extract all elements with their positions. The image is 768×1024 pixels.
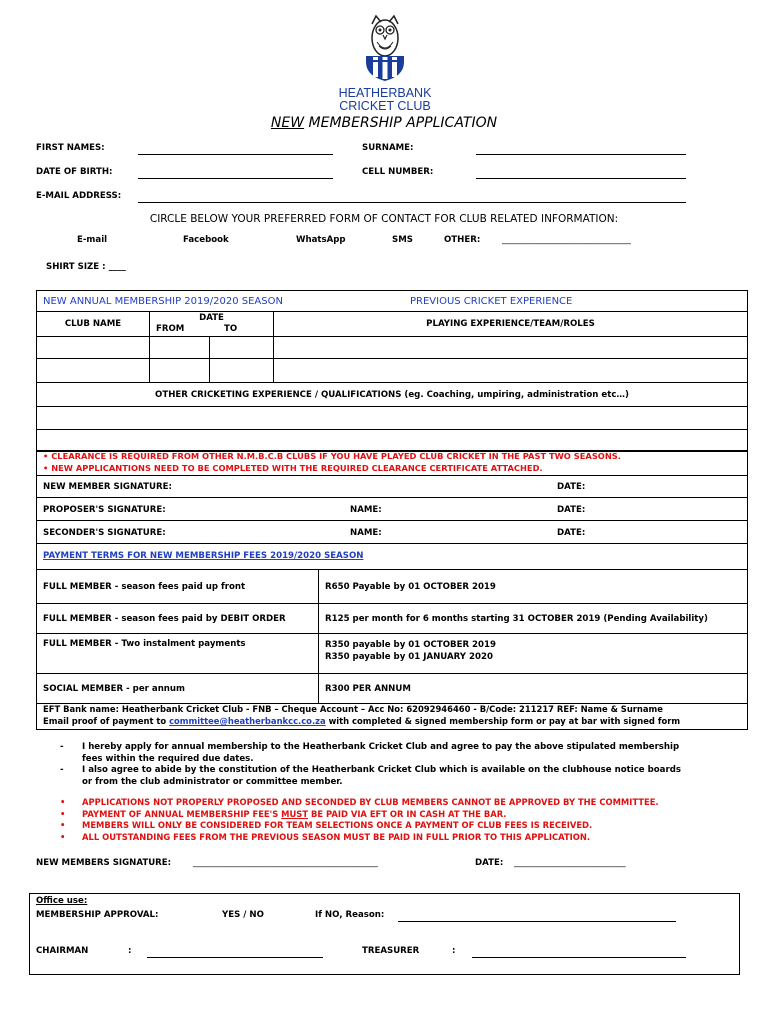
membership-approval-label: MEMBERSHIP APPROVAL: bbox=[36, 910, 159, 920]
rule-text: ALL OUTSTANDING FEES FROM THE PREVIOUS SEASON MUST BE PAID IN FULL PRIOR TO THIS APPLICATION. bbox=[82, 831, 591, 842]
final-date-field[interactable]: __________________________ bbox=[514, 858, 626, 868]
contact-option-sms[interactable]: SMS bbox=[392, 235, 413, 245]
surname-label: SURNAME: bbox=[362, 143, 414, 153]
office-use-box bbox=[29, 893, 740, 975]
rule-item: • PAYMENT OF ANNUAL MEMBERSHIP FEE'S MUST BE PAID VIA EFT OR IN CASH AT THE BAR. bbox=[60, 808, 507, 819]
treasurer-field[interactable] bbox=[472, 957, 686, 958]
club-cell[interactable] bbox=[37, 359, 150, 383]
date-header bbox=[150, 312, 274, 337]
declaration-2 bbox=[60, 765, 681, 788]
declaration-1-line-1: I hereby apply for annual membership to the Heatherbank Cricket Club and agree to pay the above stipulated membership bbox=[82, 742, 680, 752]
page-title bbox=[0, 115, 768, 131]
rule-item: • APPLICATIONS NOT PROPERLY PROPOSED AND SECONDED BY CLUB MEMBERS CANNOT BE APPROVED BY THE COMMITTEE. bbox=[60, 797, 659, 807]
eft-email-pre: Email proof of payment to bbox=[43, 716, 170, 726]
chairman-field[interactable] bbox=[147, 957, 323, 958]
treasurer-colon: : bbox=[452, 946, 456, 956]
club-cell[interactable] bbox=[37, 337, 150, 359]
instalment-1: R350 payable by 01 OCTOBER 2019 bbox=[325, 640, 496, 650]
payment-option-value: R300 PER ANNUM bbox=[319, 674, 748, 704]
notice-new-applications: • NEW APPLICANTIONS NEED TO BE COMPLETED WITH THE REQUIRED CLEARANCE CERTIFICATE ATTACHED. bbox=[43, 463, 543, 473]
playing-cell[interactable] bbox=[274, 337, 748, 359]
to-cell[interactable] bbox=[210, 359, 274, 383]
experience-row[interactable] bbox=[37, 337, 748, 359]
payment-option-label: SOCIAL MEMBER - per annum bbox=[37, 674, 319, 704]
logo-line-2: CRICKET CLUB bbox=[339, 99, 431, 113]
payment-option-value bbox=[319, 634, 748, 674]
payment-heading: PAYMENT TERMS FOR NEW MEMBERSHIP FEES 2019/2020 SEASON bbox=[43, 551, 364, 561]
playing-header: PLAYING EXPERIENCE/TEAM/ROLES bbox=[274, 312, 748, 337]
contact-heading: CIRCLE BELOW YOUR PREFERRED FORM OF CONTACT FOR CLUB RELATED INFORMATION: bbox=[149, 213, 619, 225]
payment-table bbox=[36, 569, 748, 704]
contact-other-field[interactable]: ______________________________ bbox=[502, 235, 631, 245]
prev-experience-heading: PREVIOUS CRICKET EXPERIENCE bbox=[410, 296, 573, 307]
payment-option-label: FULL MEMBER - Two instalment payments bbox=[37, 634, 319, 674]
club-logo bbox=[330, 10, 440, 112]
first-names-field[interactable] bbox=[138, 154, 333, 155]
eft-email-post: with completed & signed membership form or pay at bar with signed form bbox=[325, 716, 681, 726]
declaration-1 bbox=[60, 742, 679, 765]
reason-field[interactable] bbox=[398, 921, 676, 922]
final-signature-label: NEW MEMBERS SIGNATURE: bbox=[36, 858, 172, 868]
contact-other-label: OTHER: bbox=[444, 235, 481, 245]
contact-option-facebook[interactable]: Facebook bbox=[183, 235, 229, 245]
rule-text: APPLICATIONS NOT PROPERLY PROPOSED AND SECONDED BY CLUB MEMBERS CANNOT BE APPROVED BY THE COMMITTEE. bbox=[82, 797, 659, 807]
reason-label: If NO, Reason: bbox=[315, 910, 385, 920]
eft-details: EFT Bank name: Heatherbank Cricket Club - FNB – Cheque Account – Acc No: 62092946460 - B/Code: 211217 REF: Name & Surname bbox=[43, 704, 663, 714]
to-header: TO bbox=[224, 324, 238, 334]
chairman-colon: : bbox=[128, 946, 132, 956]
seconder-signature-label[interactable]: SECONDER'S SIGNATURE: bbox=[43, 528, 166, 538]
from-cell[interactable] bbox=[150, 359, 210, 383]
final-date-label: DATE: bbox=[475, 858, 504, 868]
rule-text-post: BE PAID VIA EFT OR IN CASH AT THE BAR. bbox=[308, 808, 507, 819]
rule-text-pre: PAYMENT OF ANNUAL MEMBERSHIP FEE'S bbox=[82, 808, 282, 819]
rule-item: • MEMBERS WILL ONLY BE CONSIDERED FOR TEAM SELECTIONS ONCE A PAYMENT OF CLUB FEES IS RECEIVED. bbox=[60, 820, 593, 830]
committee-email-link[interactable]: committee@heatherbankcc.co.za bbox=[169, 716, 326, 726]
logo-line-1: HEATHERBANK bbox=[338, 86, 432, 100]
to-cell[interactable] bbox=[210, 337, 274, 359]
payment-option-label: FULL MEMBER - season fees paid up front bbox=[37, 570, 319, 604]
experience-row[interactable] bbox=[37, 359, 748, 383]
payment-option-value: R650 Payable by 01 OCTOBER 2019 bbox=[319, 570, 748, 604]
contact-option-whatsapp[interactable]: WhatsApp bbox=[296, 235, 346, 245]
divider bbox=[36, 475, 748, 476]
playing-cell[interactable] bbox=[274, 359, 748, 383]
notice-clearance: • CLEARANCE IS REQUIRED FROM OTHER N.M.B.C.B CLUBS IF YOU HAVE PLAYED CLUB CRICKET IN THE PAST TWO SEASONS. bbox=[43, 451, 621, 461]
other-experience-row[interactable] bbox=[37, 430, 748, 452]
shirt-size[interactable]: SHIRT SIZE : ____ bbox=[46, 262, 126, 272]
experience-table bbox=[36, 311, 748, 452]
dob-label: DATE OF BIRTH: bbox=[36, 167, 113, 177]
instalment-2: R350 payable by 01 JANUARY 2020 bbox=[325, 652, 493, 662]
final-signature-field[interactable]: ___________________________________________ bbox=[193, 858, 378, 868]
proposer-signature-label[interactable]: PROPOSER'S SIGNATURE: bbox=[43, 505, 166, 515]
email-label: E-MAIL ADDRESS: bbox=[36, 191, 122, 201]
yes-no-option[interactable]: YES / NO bbox=[222, 910, 264, 920]
email-field[interactable] bbox=[138, 202, 686, 203]
declaration-2-line-2: or from the club administrator or committee member. bbox=[82, 776, 343, 787]
other-experience-header: OTHER CRICKETING EXPERIENCE / QUALIFICATIONS (eg. Coaching, umpiring, administration etc…) bbox=[37, 383, 748, 407]
seconder-name-label[interactable]: NAME: bbox=[350, 528, 382, 538]
surname-field[interactable] bbox=[476, 154, 686, 155]
rule-item: • ALL OUTSTANDING FEES FROM THE PREVIOUS SEASON MUST BE PAID IN FULL PRIOR TO THIS APPLICATION. bbox=[60, 831, 591, 842]
chairman-label: CHAIRMAN bbox=[36, 946, 89, 956]
rules-list bbox=[60, 797, 659, 843]
season-heading: NEW ANNUAL MEMBERSHIP 2019/2020 SEASON bbox=[43, 296, 283, 307]
from-header: FROM bbox=[156, 324, 185, 334]
dash-bullet: - bbox=[60, 765, 64, 775]
new-member-date-label[interactable]: DATE: bbox=[557, 482, 586, 492]
rule-text: MEMBERS WILL ONLY BE CONSIDERED FOR TEAM SELECTIONS ONCE A PAYMENT OF CLUB FEES IS RECEIVED. bbox=[82, 820, 593, 830]
treasurer-label: TREASURER bbox=[362, 946, 420, 956]
divider bbox=[36, 543, 748, 544]
from-cell[interactable] bbox=[150, 337, 210, 359]
declaration-1-line-2: fees within the required due dates. bbox=[82, 753, 254, 764]
payment-option-value: R125 per month for 6 months starting 31 OCTOBER 2019 (Pending Availability) bbox=[319, 604, 748, 634]
proposer-date-label[interactable]: DATE: bbox=[557, 505, 586, 515]
divider bbox=[36, 497, 748, 498]
dash-bullet: - bbox=[60, 742, 64, 752]
rule-text-must: MUST bbox=[281, 808, 309, 819]
first-names-label: FIRST NAMES: bbox=[36, 143, 105, 153]
seconder-date-label[interactable]: DATE: bbox=[557, 528, 586, 538]
date-header-label: DATE bbox=[199, 313, 224, 323]
declaration-2-line-1: I also agree to abide by the constitution of the Heatherbank Cricket Club which is available on the clubhouse notice boards bbox=[82, 765, 681, 775]
title-rest: MEMBERSHIP APPLICATION bbox=[304, 115, 498, 131]
office-use-title: Office use: bbox=[36, 896, 88, 906]
new-member-signature-label[interactable]: NEW MEMBER SIGNATURE: bbox=[43, 482, 172, 492]
club-name-header: CLUB NAME bbox=[37, 312, 150, 337]
eft-email-line bbox=[43, 716, 680, 726]
contact-option-email[interactable]: E-mail bbox=[77, 235, 108, 245]
cell-field[interactable] bbox=[476, 178, 686, 179]
payment-option-label: FULL MEMBER - season fees paid by DEBIT ORDER bbox=[37, 604, 319, 634]
owl-emblem-icon bbox=[330, 10, 440, 82]
title-underlined: NEW bbox=[270, 115, 305, 131]
proposer-name-label[interactable]: NAME: bbox=[350, 505, 382, 515]
divider bbox=[36, 520, 748, 521]
cell-label: CELL NUMBER: bbox=[362, 167, 434, 177]
dob-field[interactable] bbox=[138, 178, 333, 179]
other-experience-row[interactable] bbox=[37, 407, 748, 430]
